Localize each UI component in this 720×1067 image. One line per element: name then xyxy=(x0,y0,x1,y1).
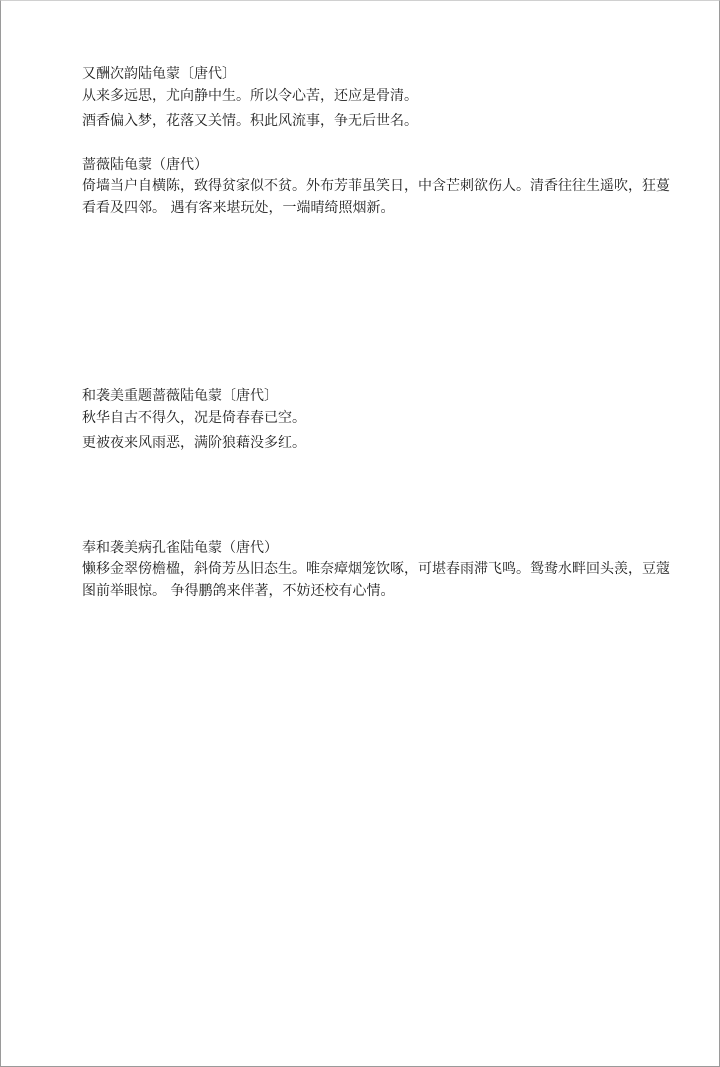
poem-title: 和袭美重题蔷薇陆龟蒙〔唐代〕 xyxy=(82,388,278,404)
poem-text: 倚墙当户自横陈，致得贫家似不贫。外布芳菲虽笑日，中含芒刺欲伤人。清香往往生遥吹，狂蔓看看及四邻。 遇有客来堪玩处，一端晴绮照烟新。 xyxy=(82,178,670,216)
poem-text: 懒移金翠傍檐楹，斜倚芳丛旧态生。唯奈瘴烟笼饮啄，可堪春雨滞飞鸣。鸳鸯水畔回头羡，豆蔻图前举眼惊。 争得鹏鸽来伴著，不妨还校有心情。 xyxy=(82,561,670,599)
poem-block xyxy=(82,386,682,456)
poem-title: 蔷薇陆龟蒙（唐代） xyxy=(82,157,208,173)
poem-title: 又酬次韵陆龟蒙〔唐代〕 xyxy=(82,66,236,82)
poem-line: 从来多远思，尤向静中生。所以令心苦，还应是骨清。 xyxy=(82,88,418,104)
poem-block xyxy=(82,64,682,134)
poem-line: 秋华自古不得久，况是倚春春已空。 xyxy=(82,410,306,426)
poem-line: 更被夜来风雨恶，满阶狼藉没多红。 xyxy=(82,435,306,451)
poem-block xyxy=(82,538,682,602)
poem-block xyxy=(82,155,682,219)
poem-title: 奉和袭美病孔雀陆龟蒙（唐代） xyxy=(82,540,278,556)
poem-line: 酒香偏入梦，花落又关情。积此风流事，争无后世名。 xyxy=(82,113,418,129)
